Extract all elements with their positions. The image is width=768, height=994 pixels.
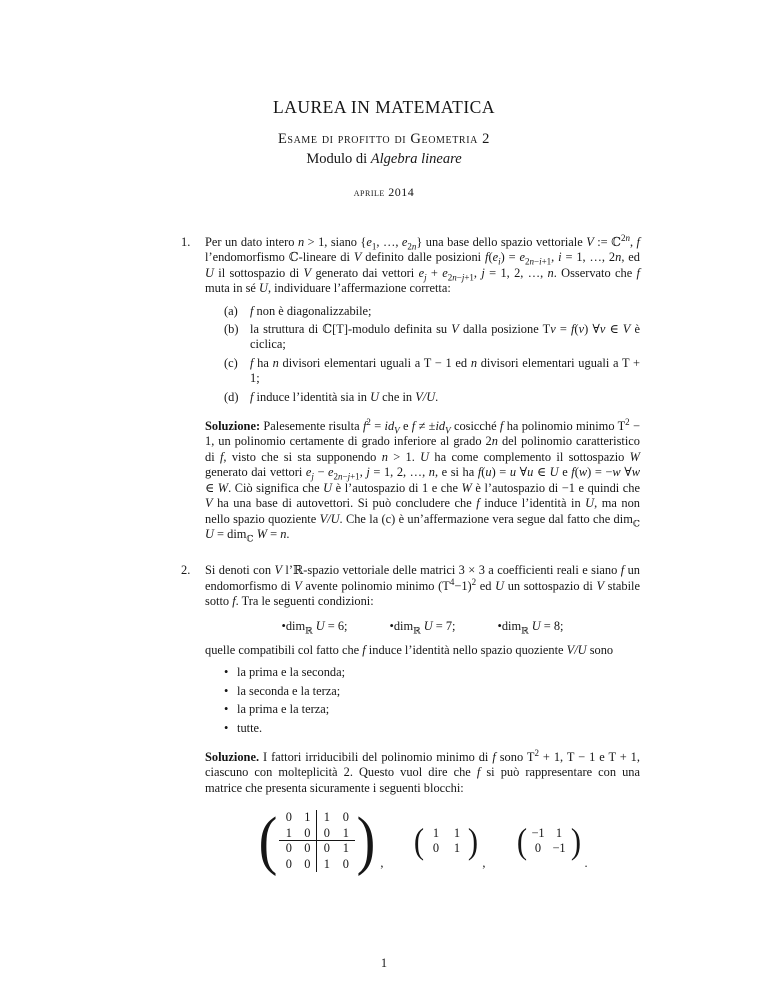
choice-a <box>205 304 640 319</box>
matrix-cell: 0 <box>317 826 336 842</box>
matrix-2x2-a-grid <box>425 826 467 857</box>
matrix-cell: 1 <box>323 856 330 871</box>
paren-left-icon: ( <box>516 821 527 862</box>
matrix-cell: 0 <box>298 826 317 842</box>
choice-b-text: la struttura di ℂ[T]-modulo definita su V dalla posizione Tv = f(v) ∀v ∈ V è ciclica; <box>250 322 641 352</box>
matrix-cell: 0 <box>285 841 292 856</box>
matrix-2x2-b <box>516 821 582 862</box>
answer-item-3 <box>205 702 640 717</box>
choice-d-label: (d) <box>224 389 239 404</box>
paren-left-icon: ( <box>258 804 278 878</box>
matrix-cell: 0 <box>285 856 292 871</box>
matrix-cell: 1 <box>555 825 563 840</box>
bullet-icon: • <box>224 720 229 735</box>
choice-c-text: f ha n divisori elementari uguali a T − 1 ed n divisori elementari uguali a T + 1; <box>250 355 641 386</box>
answers-list <box>205 665 640 736</box>
matrix-cell: 0 <box>298 841 317 857</box>
matrix-cell: 0 <box>323 841 330 856</box>
problem-1-intro: Per un dato intero n > 1, siano {$e_1$, …, $e_{2n}$} una base dello spazio vettoriale V := ℂ$^{2n}$, f l’endomorfismo ℂ-lineare di V definito dalle posizioni $f(e_i) = e_{2n-i+1}$, i = 1, …, 2n, ed U il sottospazio di V generato dai vettori $e_j + e_{2n-j+1}$, j = 1, 2, …, n. Osservato che f muta in sé U, individuare l’affermazione corretta: <box>205 232 641 296</box>
matrix-2x2-b-grid <box>528 826 570 857</box>
answer-item-4 <box>205 721 640 736</box>
answer-item-2 <box>205 684 640 699</box>
solution-1-label: Soluzione: <box>205 419 261 434</box>
choice-c <box>205 356 640 387</box>
matrix-2x2-a <box>413 821 479 862</box>
matrix-cell: −1 <box>552 841 566 856</box>
problem-1-choices <box>205 304 640 405</box>
problem-2-number: 2. <box>181 563 191 578</box>
choice-d <box>205 390 640 405</box>
condition-dim-6: •dim$_ℝ$ U = 6; <box>281 618 348 635</box>
problem-1 <box>157 232 641 544</box>
answer-1-text: la prima e la seconda; <box>237 665 346 680</box>
conditions-row <box>205 619 640 634</box>
choice-d-text: f induce l’identità sia in U che in V/U. <box>250 389 439 404</box>
exam-subtitle: Esame di profitto di Geometria 2 <box>277 131 491 147</box>
module-name: Algebra lineare <box>370 151 462 167</box>
problem-1-solution <box>205 416 641 544</box>
matrix-cell: 1 <box>298 810 317 826</box>
matrix-cell: 0 <box>534 841 542 856</box>
document-body <box>157 232 641 878</box>
matrix-cell: 1 <box>323 810 330 825</box>
page-footer <box>0 956 768 971</box>
condition-dim-8: •dim$_ℝ$ U = 8; <box>497 618 564 635</box>
exam-date: aprile 2014 <box>353 185 415 199</box>
paren-left-icon: ( <box>414 821 425 862</box>
choice-b-label: (b) <box>224 322 239 337</box>
matrix-cell: 1 <box>453 825 461 840</box>
solution-1-text: Palesemente risulta $f^2 = id_V$ e $f \ne \pm id_V$ cosicché f ha polinomio minimo $T^2 - 1$, un polinomio certamente di grado inferiore al grado 2n del polinomio caratteristico di f, visto che si sta supponendo n > 1. U ha come complemento il sottospazio W generato dai vettori $e_j - e_{2n-j+1}$, j = 1, 2, …, n, e si ha f(u) = u ∀u ∈ U e f(w) = −w ∀w ∈ W. Ciò significa che U è l’autospazio di 1 e che W è l’autospazio di −1 e quindi che V ha una base di autovettori. Si può concludere che f induce l’identità in U, ma non nello spazio quoziente V/U. Che la (c) è un’affermazione vera segue dal fatto che dim$_ℂ$ U = dim$_ℂ$ W = n. <box>205 416 641 544</box>
paren-right-icon: ) <box>356 804 376 878</box>
problem-1-number: 1. <box>181 235 191 249</box>
matrix-cell: 1 <box>279 826 298 842</box>
choice-a-label: (a) <box>224 303 238 318</box>
solution-2-label: Soluzione. <box>205 749 260 764</box>
bullet-icon: • <box>224 702 229 717</box>
module-line <box>0 151 768 168</box>
matrix-cell: −1 <box>531 825 545 840</box>
problem-2-solution <box>205 747 640 796</box>
page-number: 1 <box>380 956 388 970</box>
choice-a-text: f non è diagonalizzabile; <box>250 303 372 318</box>
paren-right-icon: ) <box>468 821 479 862</box>
bullet-icon: • <box>224 665 229 680</box>
problem-2 <box>157 563 640 878</box>
matrix-4x4 <box>257 804 377 878</box>
page-title: LAUREA IN MATEMATICA <box>273 97 495 117</box>
choice-b <box>205 322 640 353</box>
paren-right-icon: ) <box>570 821 581 862</box>
matrix-cell: 0 <box>432 841 440 856</box>
choice-c-label: (c) <box>224 355 238 370</box>
matrix-4x4-grid <box>279 810 355 872</box>
answer-4-text: tutte. <box>237 720 263 735</box>
matrix-cell: 0 <box>342 856 349 871</box>
block-matrices <box>205 804 640 878</box>
problem-2-intro: Si denoti con V l’ℝ-spazio vettoriale delle matrici 3 × 3 a coefficienti reali e siano f un endomorfismo di V avente polinomio minimo $(T^4-1)^2$ ed U un sottospazio di V stabile sotto f. Tra le seguenti condizioni: <box>205 563 640 609</box>
matrix-separator: , <box>482 855 486 870</box>
matrix-cell: 1 <box>342 841 349 856</box>
condition-dim-7: •dim$_ℝ$ U = 7; <box>389 618 456 635</box>
module-prefix: Modulo di <box>306 151 371 167</box>
matrix-cell: 0 <box>298 857 317 873</box>
matrix-cell: 0 <box>342 810 349 825</box>
document-header <box>0 0 768 200</box>
matrix-cell: 0 <box>285 810 292 825</box>
matrix-cell: 1 <box>336 826 355 842</box>
matrix-cell: 1 <box>453 841 461 856</box>
answer-item-1 <box>205 665 640 680</box>
bullet-icon: • <box>224 683 229 698</box>
answer-2-text: la seconda e la terza; <box>237 683 341 698</box>
matrix-separator: . <box>584 855 588 870</box>
matrix-separator: , <box>380 855 384 870</box>
matrix-cell: 1 <box>432 825 440 840</box>
problem-2-follow: quelle compatibili col fatto che f induce l’identità nello spazio quoziente V/U sono <box>205 642 614 657</box>
solution-2-text: I fattori irriducibili del polinomio minimo di f sono $T^2 + 1$, T − 1 e T + 1, ciascuno con molteplicità 2. Questo vuol dire che f si può rappresentare con una matrice che presenta sicuramente i seguenti blocchi: <box>205 747 640 795</box>
answer-3-text: la prima e la terza; <box>237 702 330 717</box>
